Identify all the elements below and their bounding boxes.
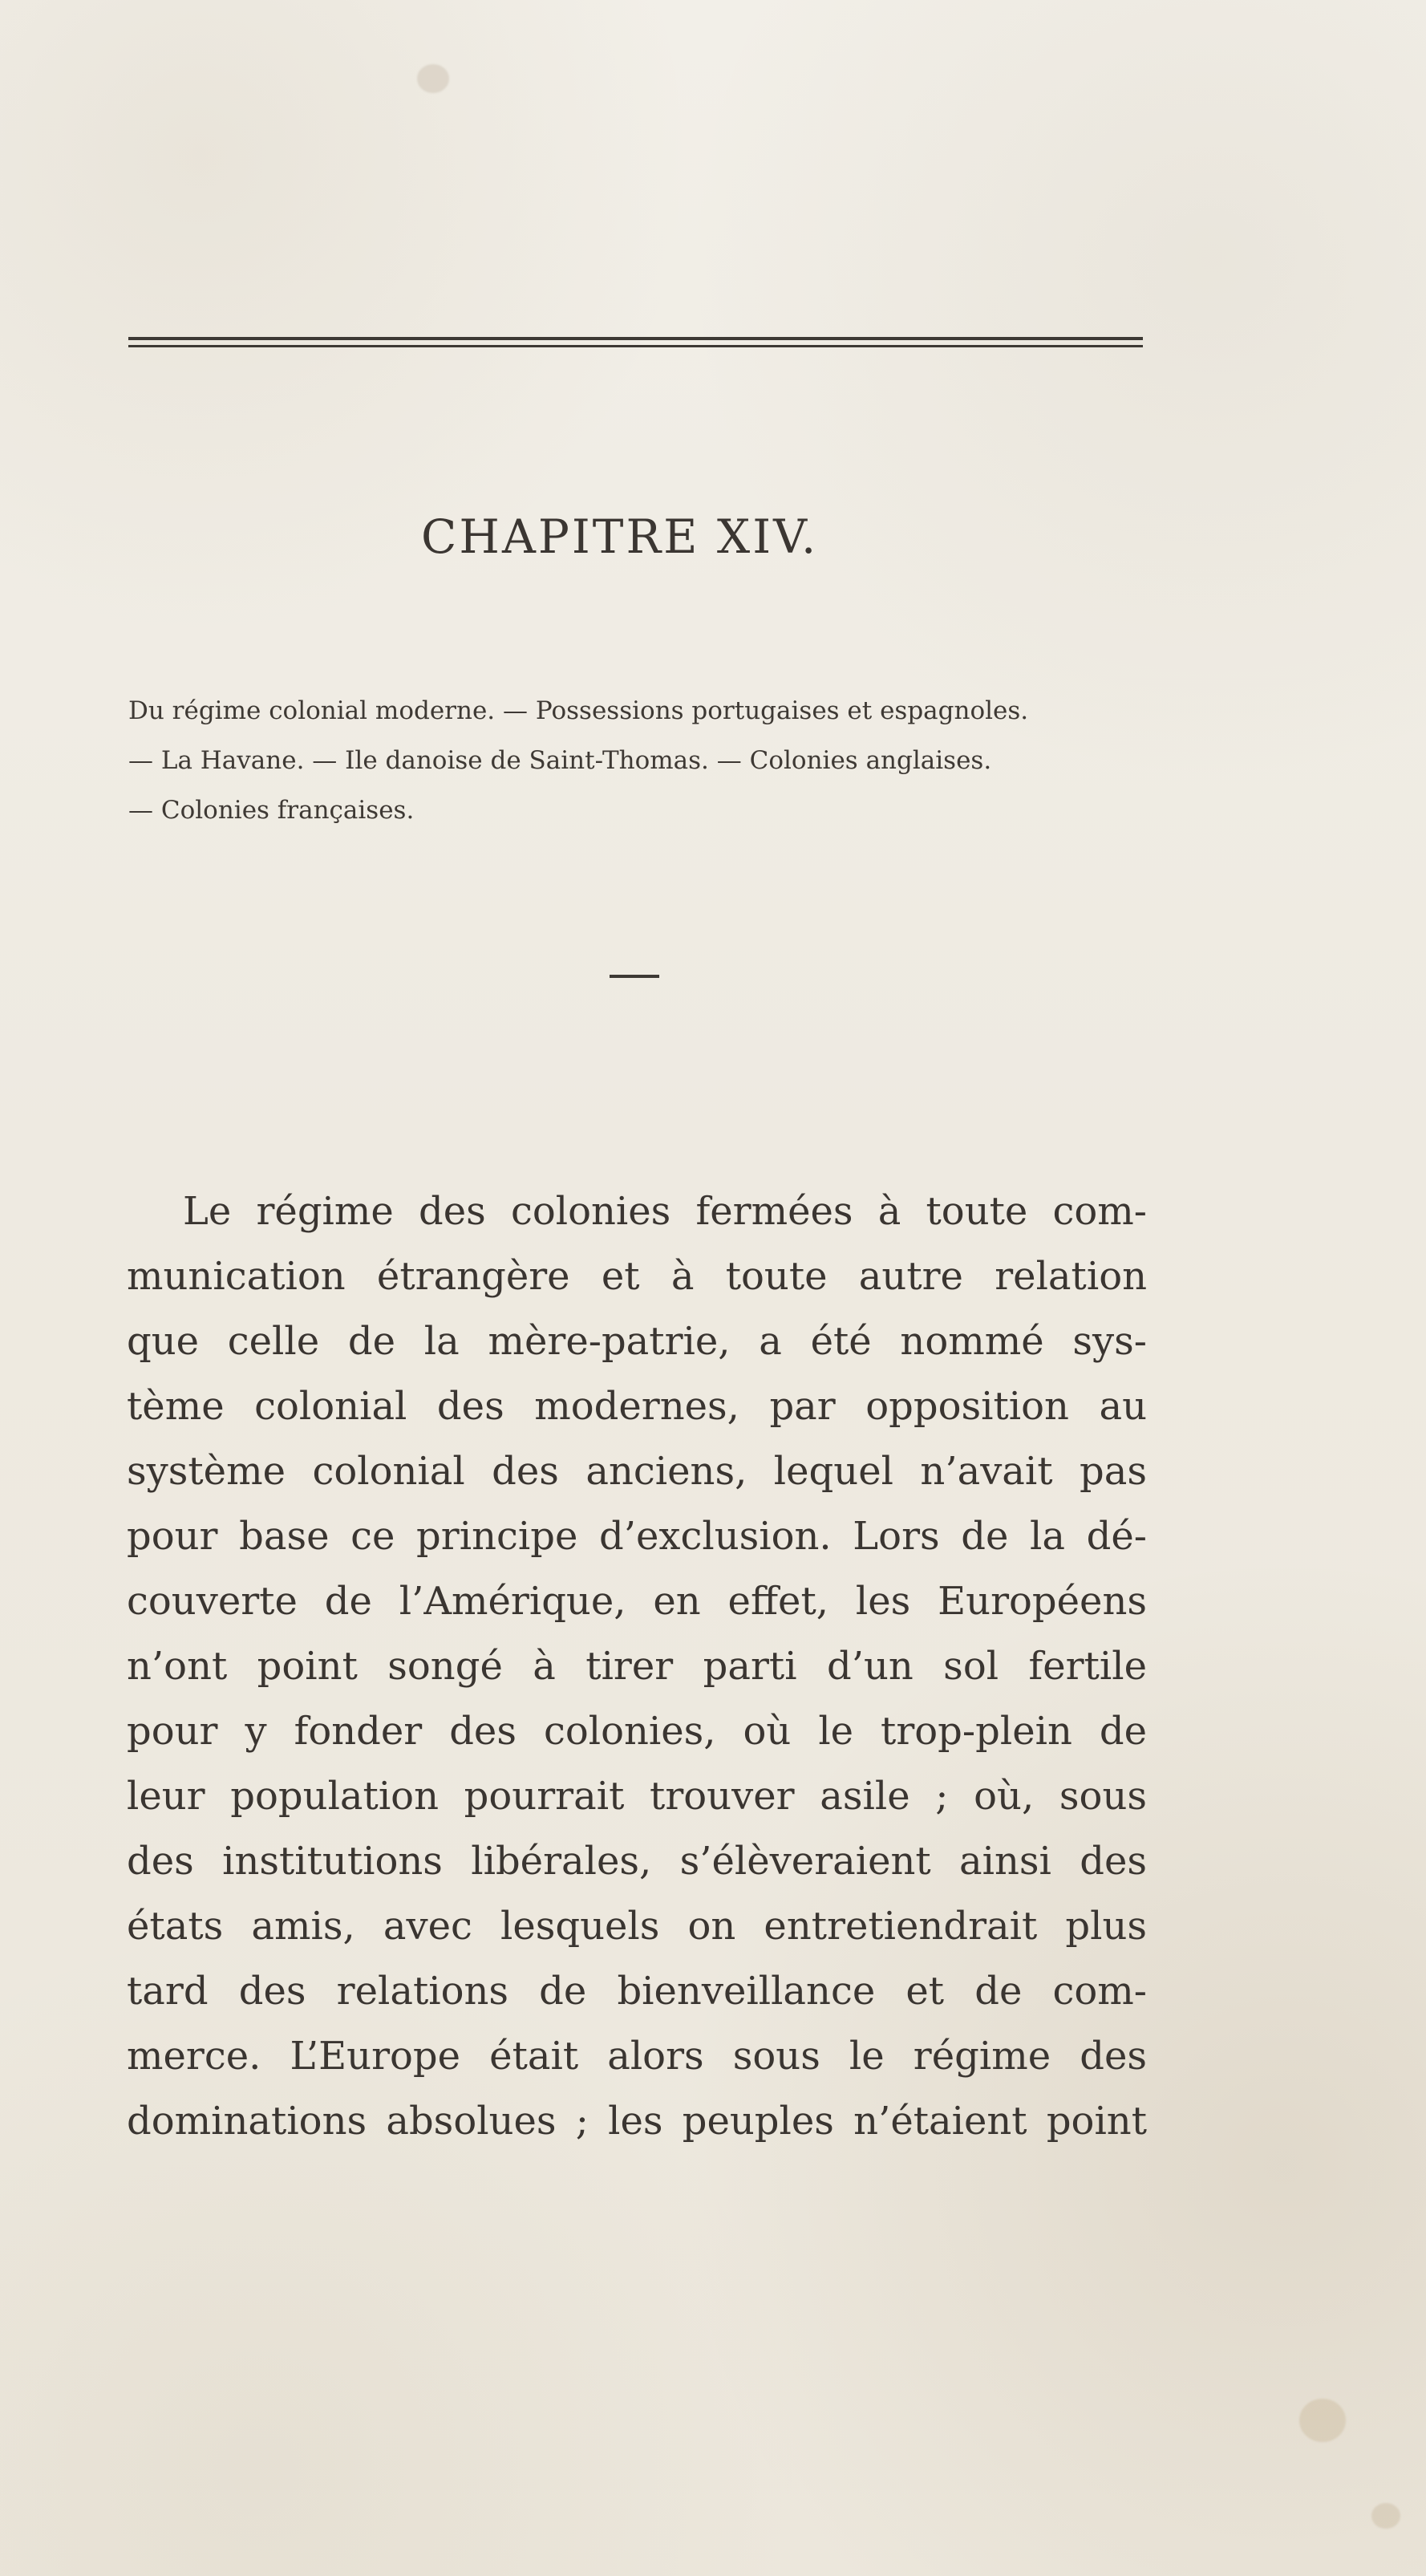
body-line: n’ont point songé à tirer parti d’un sol fertile bbox=[127, 1644, 1147, 1689]
paper-spot bbox=[1299, 2399, 1346, 2442]
body-line: munication étrangère et à toute autre relation bbox=[127, 1254, 1147, 1299]
paper-spot bbox=[1371, 2503, 1400, 2529]
top-rule-line bbox=[128, 337, 1143, 340]
body-line: états amis, avec lesquels on entretiendrait plus bbox=[127, 1904, 1147, 1949]
top-rule-line bbox=[128, 345, 1143, 347]
summary-line: — La Havane. — Ile danoise de Saint-Thomas. — Colonies anglaises. bbox=[128, 746, 992, 775]
body-line: couverte de l’Amérique, en effet, les Européens bbox=[127, 1579, 1147, 1624]
body-line: tard des relations de bienveillance et de com- bbox=[127, 1969, 1147, 2014]
paper-spot bbox=[417, 64, 449, 93]
body-line: que celle de la mère-patrie, a été nommé sys- bbox=[127, 1319, 1147, 1364]
section-separator bbox=[610, 975, 659, 978]
body-line: Le régime des colonies fermées à toute com- bbox=[183, 1189, 1147, 1234]
body-line: des institutions libérales, s’élèveraient ainsi des bbox=[127, 1839, 1147, 1884]
body-line: pour y fonder des colonies, où le trop-plein de bbox=[127, 1709, 1147, 1754]
summary-line: — Colonies françaises. bbox=[128, 796, 415, 825]
body-line: dominations absolues ; les peuples n’étaient point bbox=[127, 2099, 1147, 2144]
body-text bbox=[127, 1179, 1147, 2154]
body-line: leur population pourrait trouver asile ; où, sous bbox=[127, 1774, 1147, 1819]
body-line: système colonial des anciens, lequel n’avait pas bbox=[127, 1449, 1147, 1494]
chapter-title: CHAPITRE XIV. bbox=[421, 509, 819, 564]
body-line: tème colonial des modernes, par opposition au bbox=[127, 1384, 1147, 1429]
top-rule bbox=[128, 337, 1143, 351]
chapter-summary bbox=[128, 686, 1147, 835]
body-line: pour base ce principe d’exclusion. Lors de la dé- bbox=[127, 1514, 1147, 1559]
summary-line: Du régime colonial moderne. — Possessions portugaises et espagnoles. bbox=[128, 696, 1029, 725]
body-line: merce. L’Europe était alors sous le régime des bbox=[127, 2034, 1147, 2079]
